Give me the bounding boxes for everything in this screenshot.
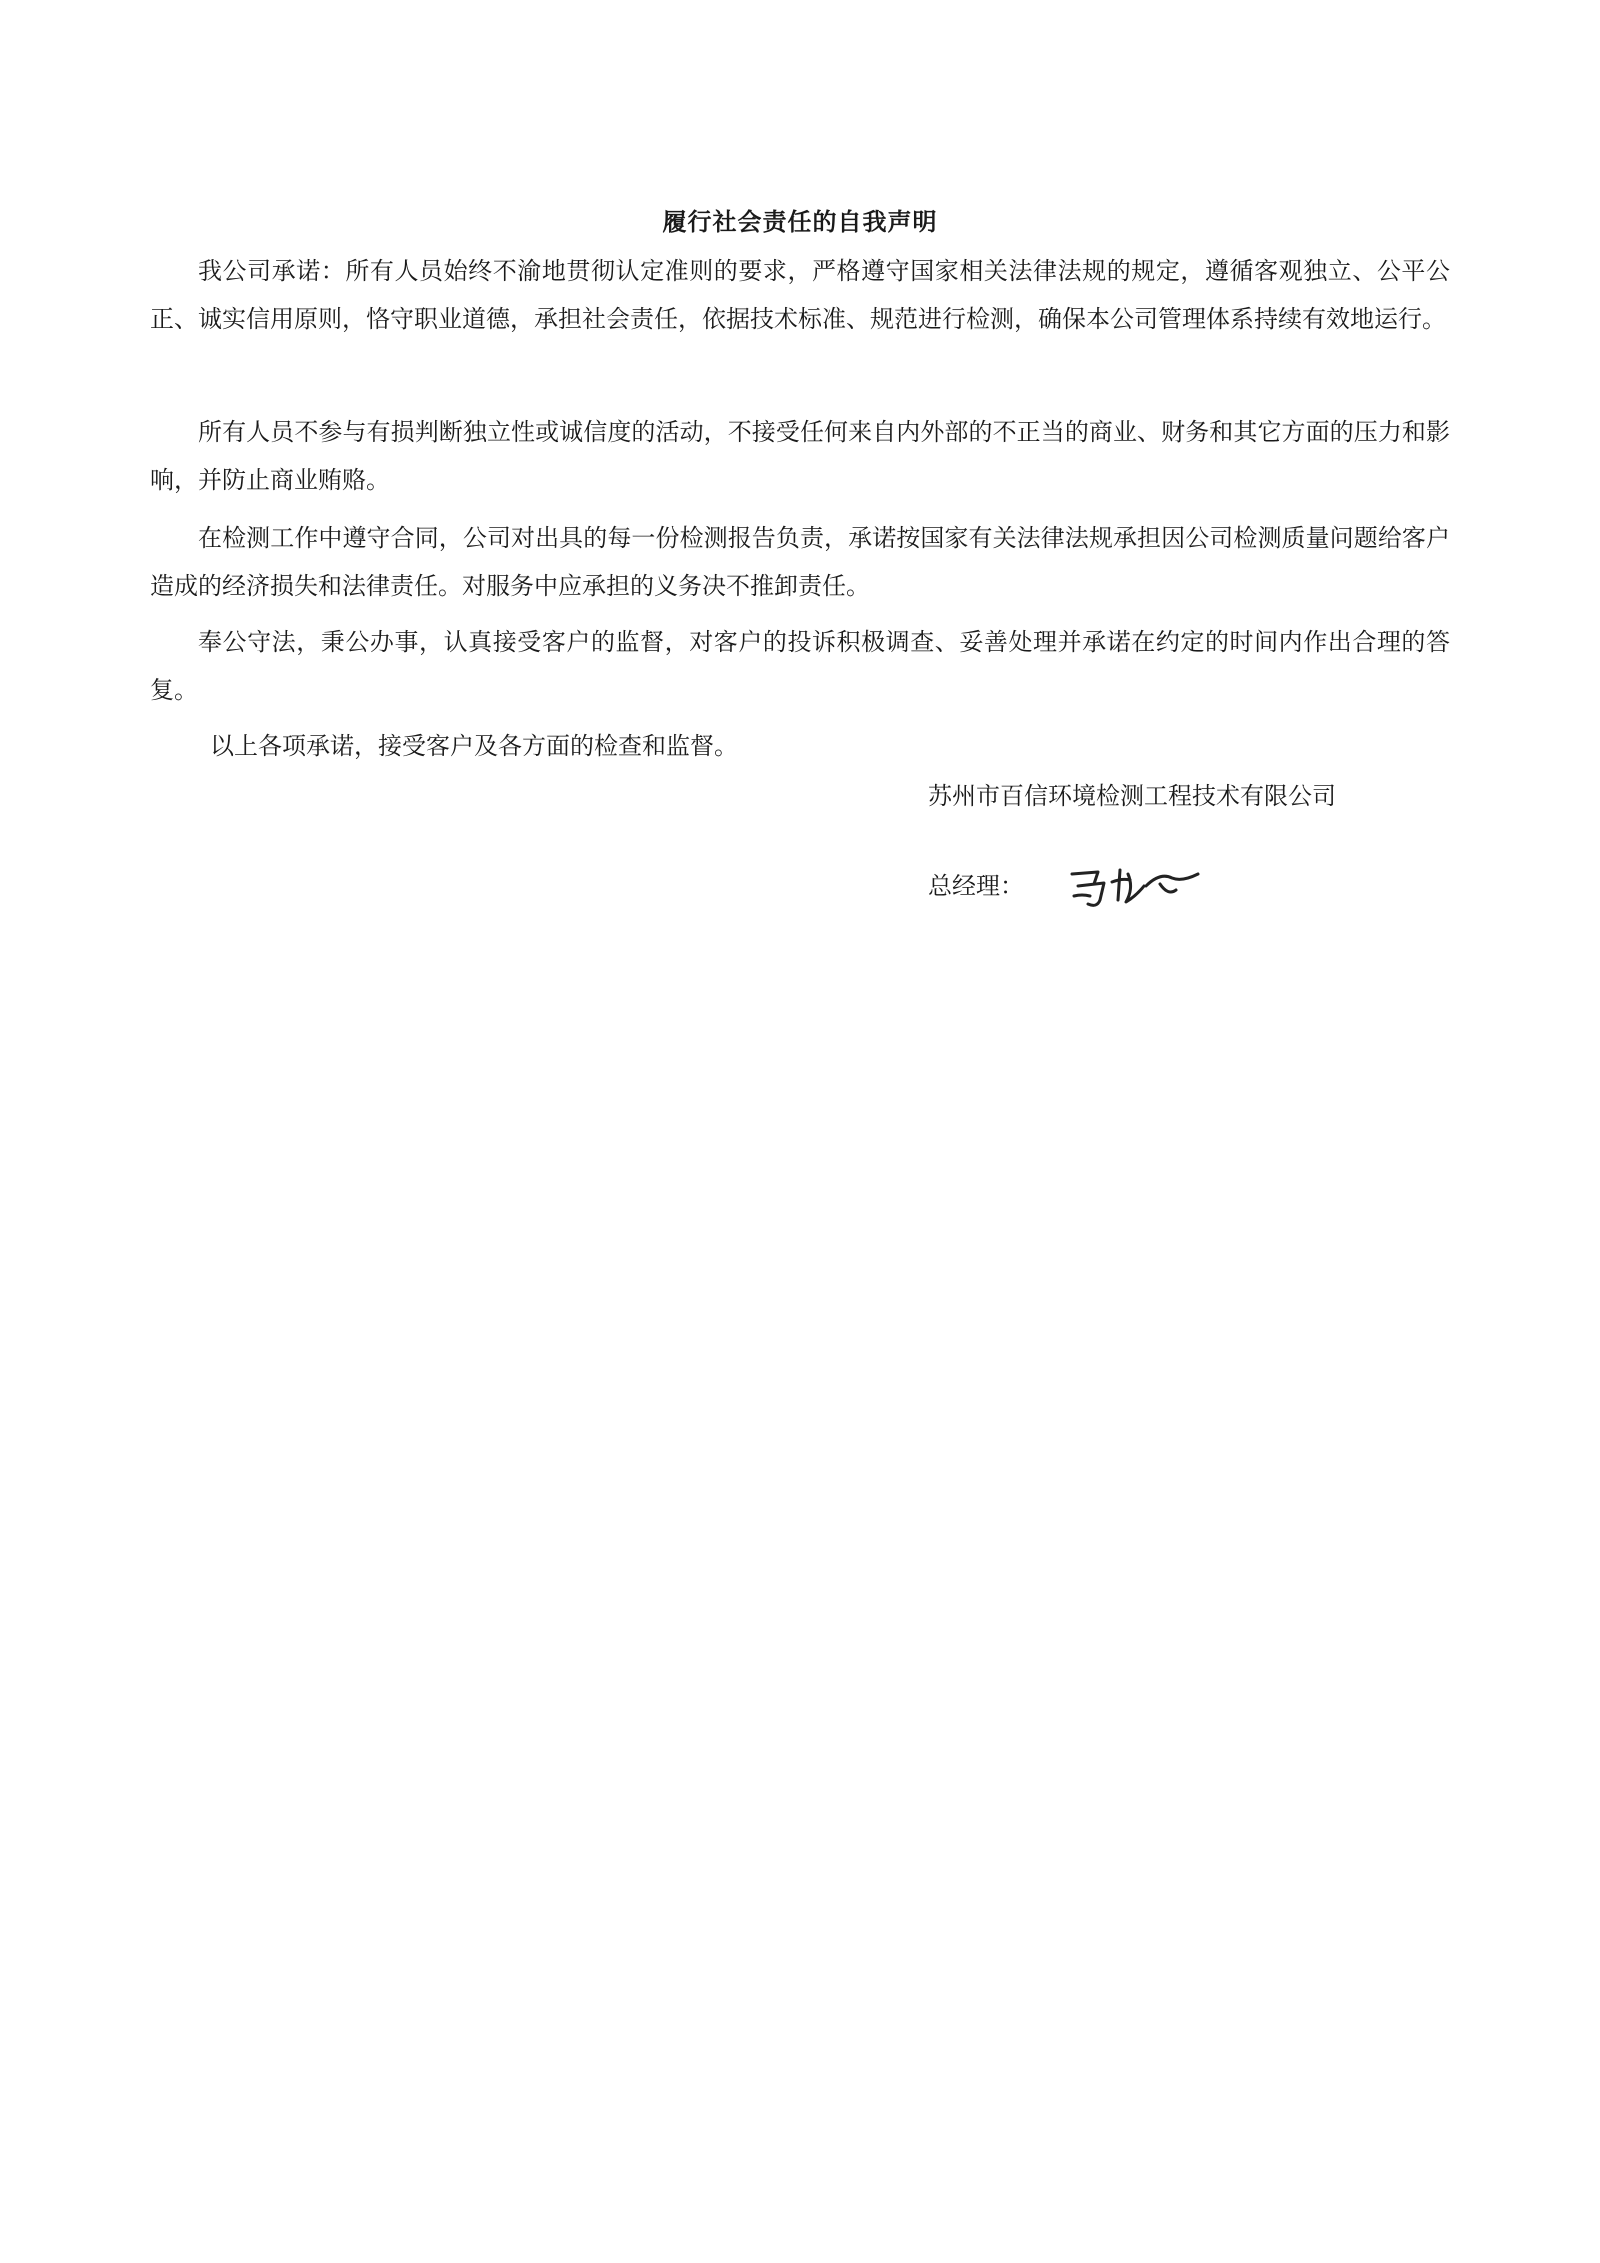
general-manager-signature-line bbox=[928, 856, 1204, 916]
paragraph-law-abiding: 奉公守法，秉公办事，认真接受客户的监督，对客户的投诉积极调查、妥善处理并承诺在约定的时间内作出合理的答复。 bbox=[150, 628, 1450, 704]
paragraph-contract: 在检测工作中遵守合同，公司对出具的每一份检测报告负责，承诺按国家有关法律法规承担因公司检测质量问题给客户造成的经济损失和法律责任。对服务中应承担的义务决不推卸责任。 bbox=[150, 524, 1450, 600]
paragraph-commitment: 我公司承诺：所有人员始终不渝地贯彻认定准则的要求，严格遵守国家相关法律法规的规定，遵循客观独立、公平公正、诚实信用原则，恪守职业道德，承担社会责任，依据技术标准、规范进行检测，确保本公司管理体系持续有效地运行。 bbox=[150, 257, 1450, 333]
general-manager-label: 总经理： bbox=[928, 872, 1024, 900]
paragraph-independence: 所有人员不参与有损判断独立性或诚信度的活动，不接受任何来自内外部的不正当的商业、财务和其它方面的压力和影响，并防止商业贿赂。 bbox=[150, 418, 1450, 494]
paragraph-supervision: 以上各项承诺，接受客户及各方面的检查和监督。 bbox=[210, 732, 738, 760]
handwritten-signature-icon bbox=[1064, 856, 1204, 916]
company-name: 苏州市百信环境检测工程技术有限公司 bbox=[928, 782, 1336, 810]
page-title: 履行社会责任的自我声明 bbox=[662, 208, 938, 236]
